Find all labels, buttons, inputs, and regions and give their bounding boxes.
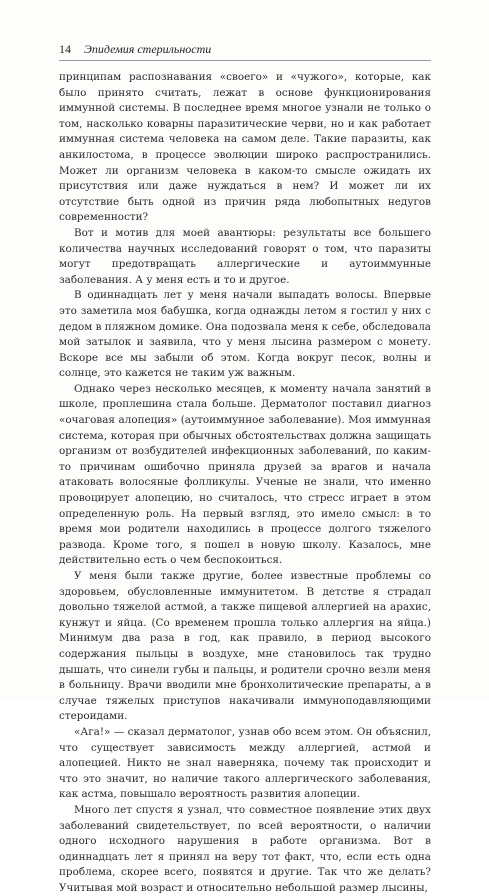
running-head (59, 42, 211, 57)
book-title: Эпидемия стерильности (84, 42, 212, 56)
paragraph-3: В одиннадцать лет у меня начали выпадать волосы. Впервые это заметила моя бабушка, когда однажды летом я гостил у них с дедом в пляжном домике. Она подозвала меня к себе, обследовала мой затылок и заявила, что у меня лысина размером с монету. Вскоре все мы забыли об этом. Когда вокруг песок, волны и солнце, это кажется не таким уж важным. (59, 289, 431, 380)
header-divider (59, 60, 431, 61)
paragraph-2: Вот и мотив для моей авантюры: результаты все большего количества научных исследований говорят о том, что паразиты могут предотвращать аллергические и аутоиммунные заболевания. А у меня есть и то и другое. (59, 226, 431, 286)
paragraph-6: «Ага!» — сказал дерматолог, узнав обо всем этом. Он объяснил, что существует зависимость между аллергией, астмой и алопецией. Никто не знал наверняка, почему так происходит и что это значит, но наличие такого аллергического заболевания, как астма, повышало вероятность развития алопеции. (59, 725, 431, 801)
paragraph-5: У меня были также другие, более известные проблемы со здоровьем, обусловленные иммунитетом. В детстве я страдал довольно тяжелой астмой, а также пищевой аллергией на арахис, кунжут и яйца. (Со временем прошла только аллергия на яйца.) Минимум два раза в год, как правило, в период высокого содержания пыльцы в воздухе, мне становилось так трудно дышать, что синели губы и пальцы, и родители срочно везли меня в больницу. Врачи вводили мне бронхолитические препараты, а в случае тяжелых приступов накачивали иммуноподавляющими стероидами. (59, 570, 431, 723)
paragraph-4: Однако через несколько месяцев, к моменту начала занятий в школе, проплешина стала больше. Дерматолог поставил диагноз «очаговая алопеция» (аутоиммунное заболевание). Моя иммунная система, которая при обычных обстоятельствах должна защищать организм от возбудителей инфекционных заболеваний, по каким-то причинам ошибочно приняла друзей за врагов и начала атаковать волосяные фолликулы. Ученые не знали, что именно провоцирует алопецию, но считалось, что стресс играет в этом определенную роль. На первый взгляд, это имело смысл: в то время мои родители находились в процессе долгого тяжелого развода. Кроме того, я пошел в новую школу. Казалось, мне действительно есть о чем беспокоиться. (59, 382, 431, 567)
paragraph-1: принципам распознавания «своего» и «чужого», которые, как было принято считать, лежат в основе функционирования иммунной системы. В последнее время многое узнали не только о том, насколько коварны паразитические черви, но и как работает иммунная система человека на самом деле. Такие паразиты, как анкилостома, в процессе эволюции широко распространились. Может ли организм человека в каком-то смысле ожидать их присутствия или даже нуждаться в нем? И может ли их отсутствие быть одной из причин ряда любопытных недугов современности? (59, 71, 431, 224)
page-number: 14 (59, 42, 71, 56)
paragraph-7: Много лет спустя я узнал, что совместное появление этих двух заболеваний свидетельствует, по всей вероятности, о наличии одного исходного нарушения в работе организма. Вот в одиннадцать лет я принял на веру тот факт, что, если есть одна проблема, скорее всего, появятся и другие. Так что же делать? Учитывая мой возраст и относительно небольшой размер лысины, (59, 803, 431, 894)
body-text (59, 70, 431, 896)
